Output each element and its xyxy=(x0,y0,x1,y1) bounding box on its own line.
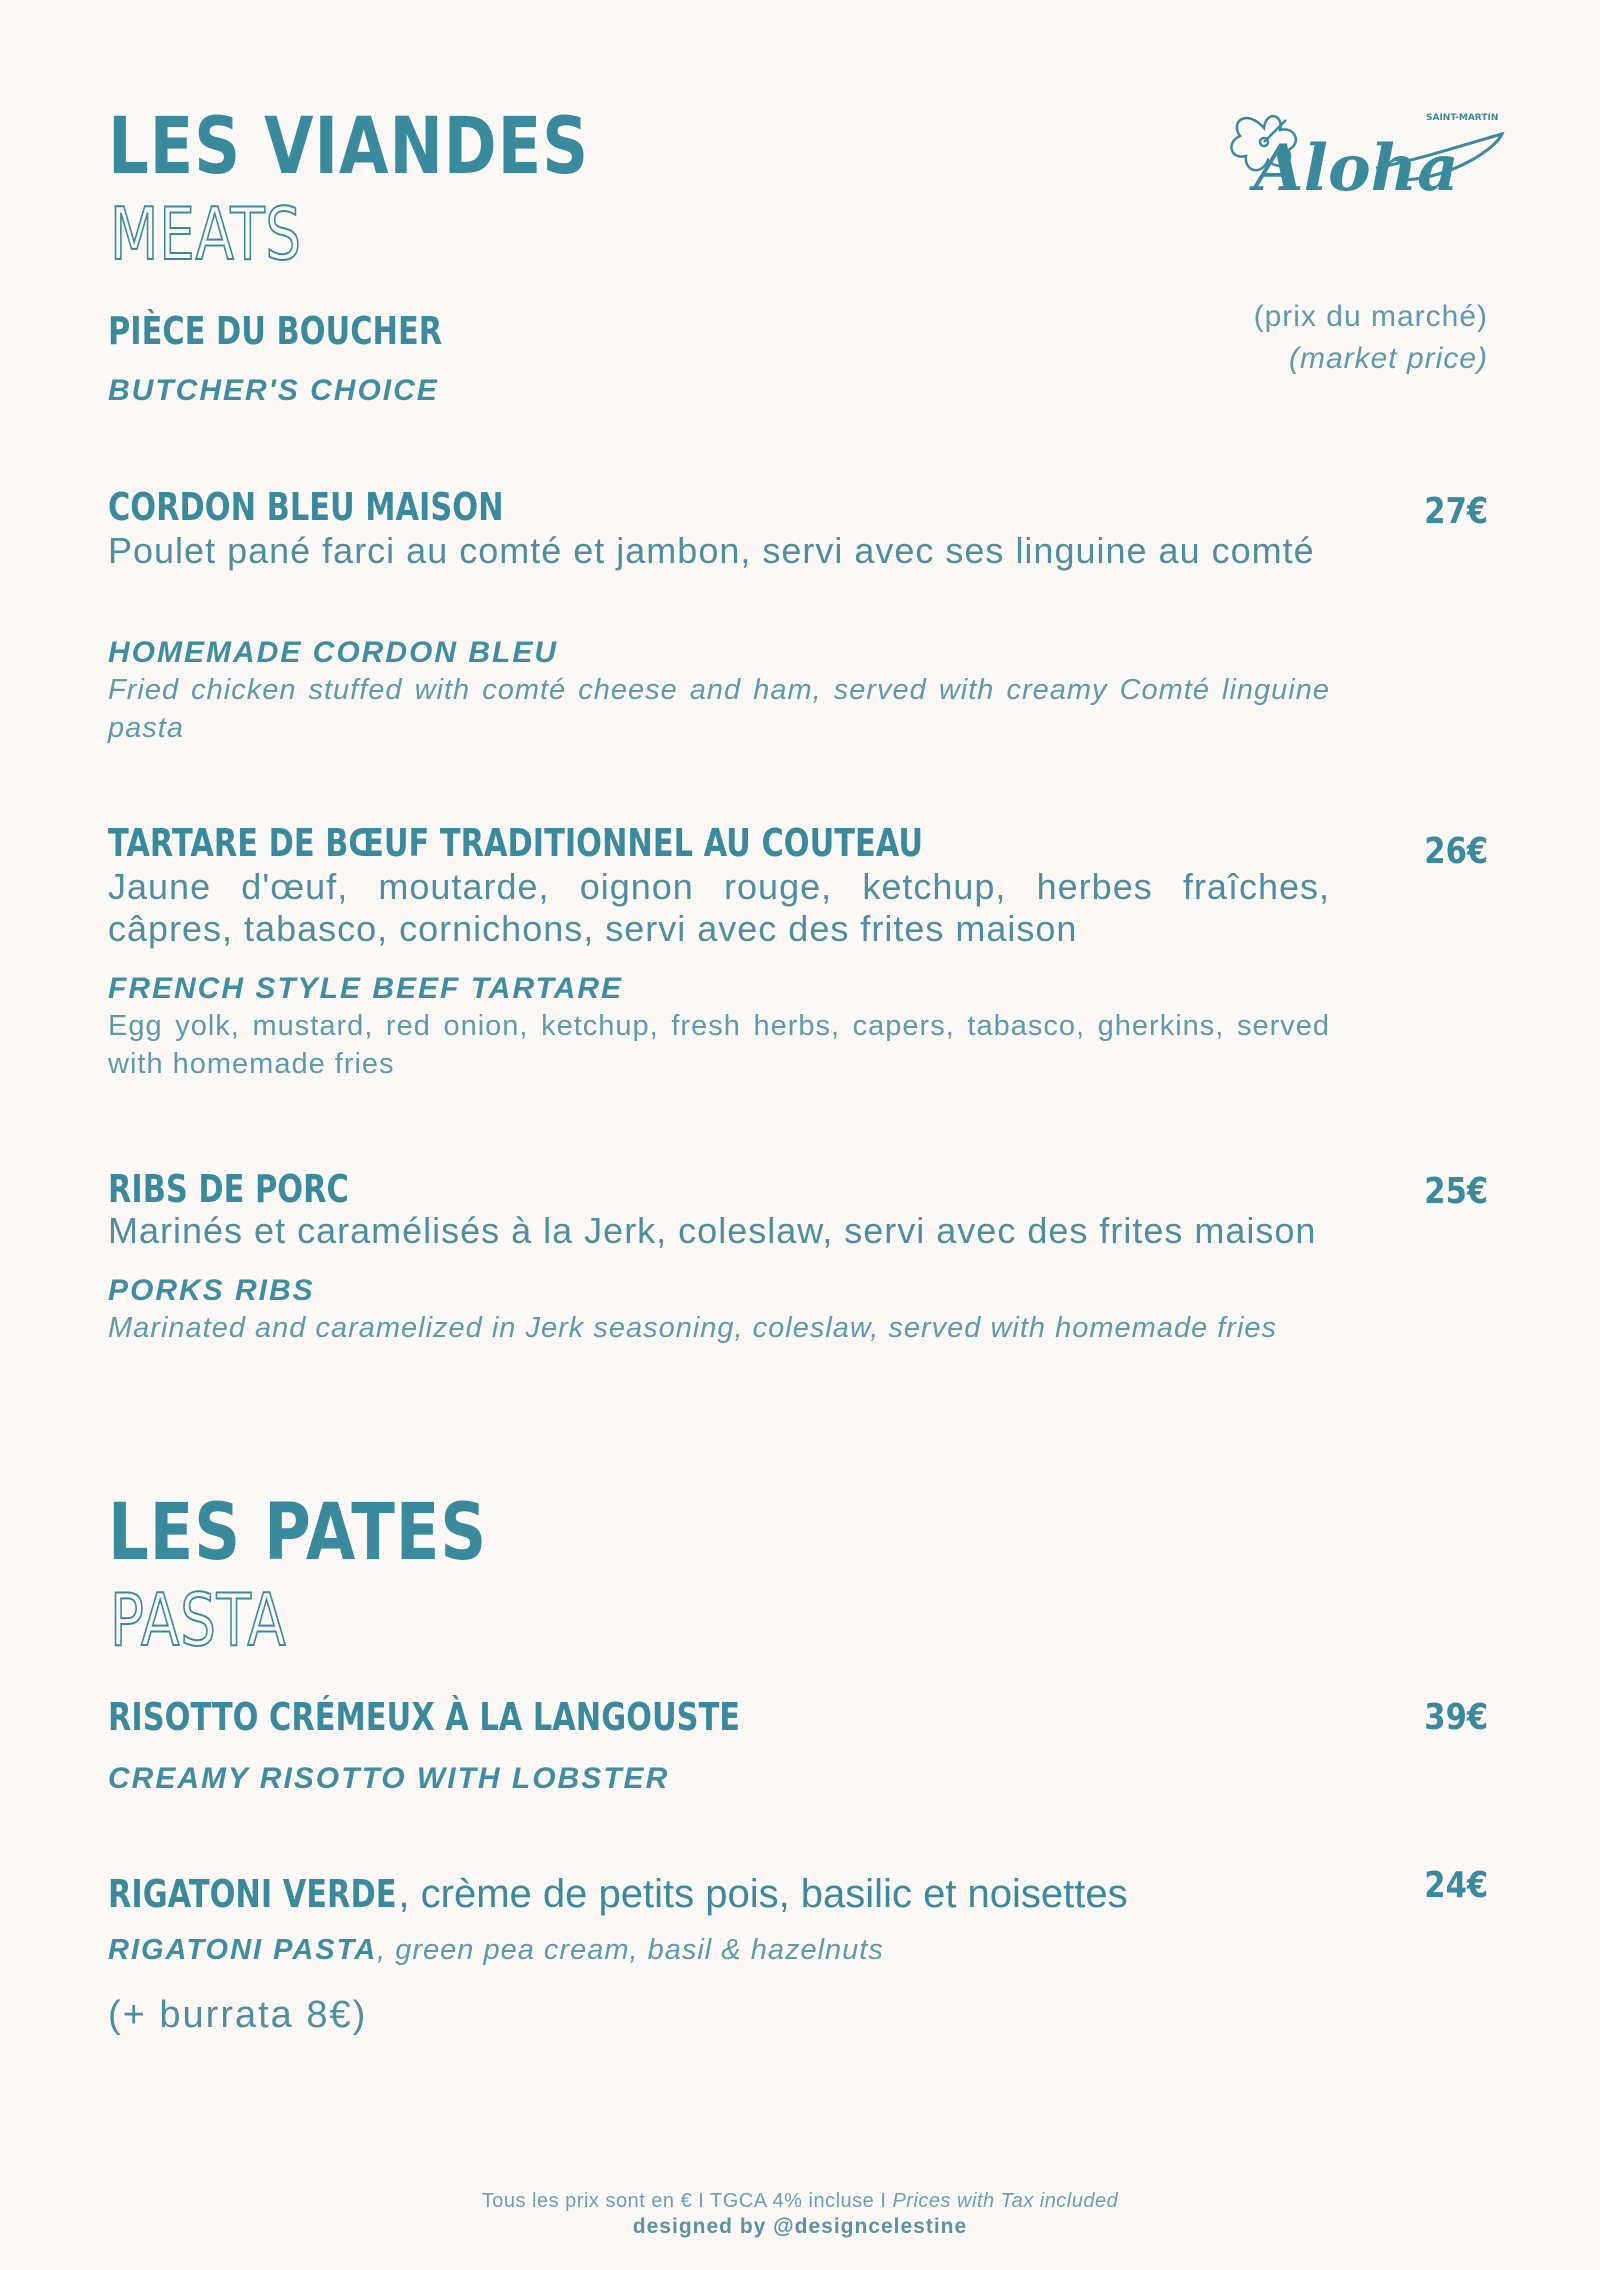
item-desc-fr-rigatoni: , crème de petits pois, basilic et noisettes xyxy=(398,1872,1128,1916)
item-en-name-cordon-bleu: HOMEMADE CORDON BLEU xyxy=(108,636,558,669)
item-desc-en-rigatoni: , green pea cream, basil & hazelnuts xyxy=(377,1934,884,1966)
item-name-rigatoni xyxy=(108,1872,1128,1916)
footer xyxy=(0,2190,1600,2239)
item-name-beef-tartare: TARTARE DE BŒUF TRADITIONNEL AU COUTEAU xyxy=(108,821,924,865)
market-price xyxy=(1254,296,1488,380)
market-price-en: (market price) xyxy=(1288,342,1488,375)
item-en-name-beef-tartare: FRENCH STYLE BEEF TARTARE xyxy=(108,972,624,1005)
item-en-name-lobster-risotto: CREAMY RISOTTO WITH LOBSTER xyxy=(108,1762,670,1795)
item-name-rigatoni-text: RIGATONI VERDE xyxy=(108,1872,397,1916)
item-en-name-butchers-choice: BUTCHER'S CHOICE xyxy=(108,374,439,407)
item-desc-fr-cordon-bleu: Poulet pané farci au comté et jambon, servi avec ses linguine au comté xyxy=(108,530,1315,571)
section-subtitle-meats: MEATS xyxy=(110,192,302,276)
burrata-supplement: (+ burrata 8€) xyxy=(108,1994,368,2036)
item-name-pork-ribs: RIBS DE PORC xyxy=(108,1167,349,1211)
item-price-cordon-bleu: 27€ xyxy=(1424,491,1488,532)
item-en-name-rigatoni: RIGATONI PASTA xyxy=(108,1934,378,1966)
section-title-pasta: LES PATES xyxy=(108,1488,488,1578)
item-price-rigatoni: 24€ xyxy=(1424,1865,1488,1906)
footer-tax-note xyxy=(0,2190,1600,2213)
logo-wordmark: Aloha xyxy=(1254,131,1459,206)
aloha-logo xyxy=(1226,98,1506,208)
item-desc-fr-beef-tartare: Jaune d'œuf, moutarde, oignon rouge, ketchup, herbes fraîches, câpres, tabasco, cornichons, servi avec des frites maison xyxy=(108,866,1330,949)
market-price-fr: (prix du marché) xyxy=(1253,300,1488,333)
item-price-pork-ribs: 25€ xyxy=(1424,1171,1488,1212)
footer-credit: designed by @designcelestine xyxy=(632,2215,968,2238)
item-name-butchers-choice: PIÈCE DU BOUCHER xyxy=(108,309,443,353)
section-subtitle-pasta: PASTA xyxy=(110,1578,287,1662)
item-en-name-pork-ribs: PORKS RIBS xyxy=(108,1274,315,1307)
item-desc-en-cordon-bleu: Fried chicken stuffed with comté cheese and ham, served with creamy Comté linguine pasta xyxy=(108,674,1330,744)
item-desc-fr-pork-ribs: Marinés et caramélisés à la Jerk, coleslaw, servi avec des frites maison xyxy=(108,1210,1317,1251)
item-desc-en-beef-tartare: Egg yolk, mustard, red onion, ketchup, fresh herbs, capers, tabasco, gherkins, served with homemade fries xyxy=(108,1010,1330,1080)
footer-tax-fr: Tous les prix sont en € I TGCA 4% incluse I xyxy=(481,2190,893,2212)
item-desc-en-pork-ribs: Marinated and caramelized in Jerk seasoning, coleslaw, served with homemade fries xyxy=(108,1312,1278,1344)
logo-subtext: SAINT-MARTIN xyxy=(1426,113,1499,123)
item-name-lobster-risotto: RISOTTO CRÉMEUX À LA LANGOUSTE xyxy=(108,1695,741,1739)
item-price-beef-tartare: 26€ xyxy=(1424,831,1488,872)
section-title-meats: LES VIANDES xyxy=(108,102,589,192)
item-name-cordon-bleu: CORDON BLEU MAISON xyxy=(108,485,504,529)
item-en-line-rigatoni xyxy=(108,1936,884,1965)
footer-tax-en: Prices with Tax included xyxy=(892,2190,1119,2212)
item-price-lobster-risotto: 39€ xyxy=(1424,1697,1488,1738)
